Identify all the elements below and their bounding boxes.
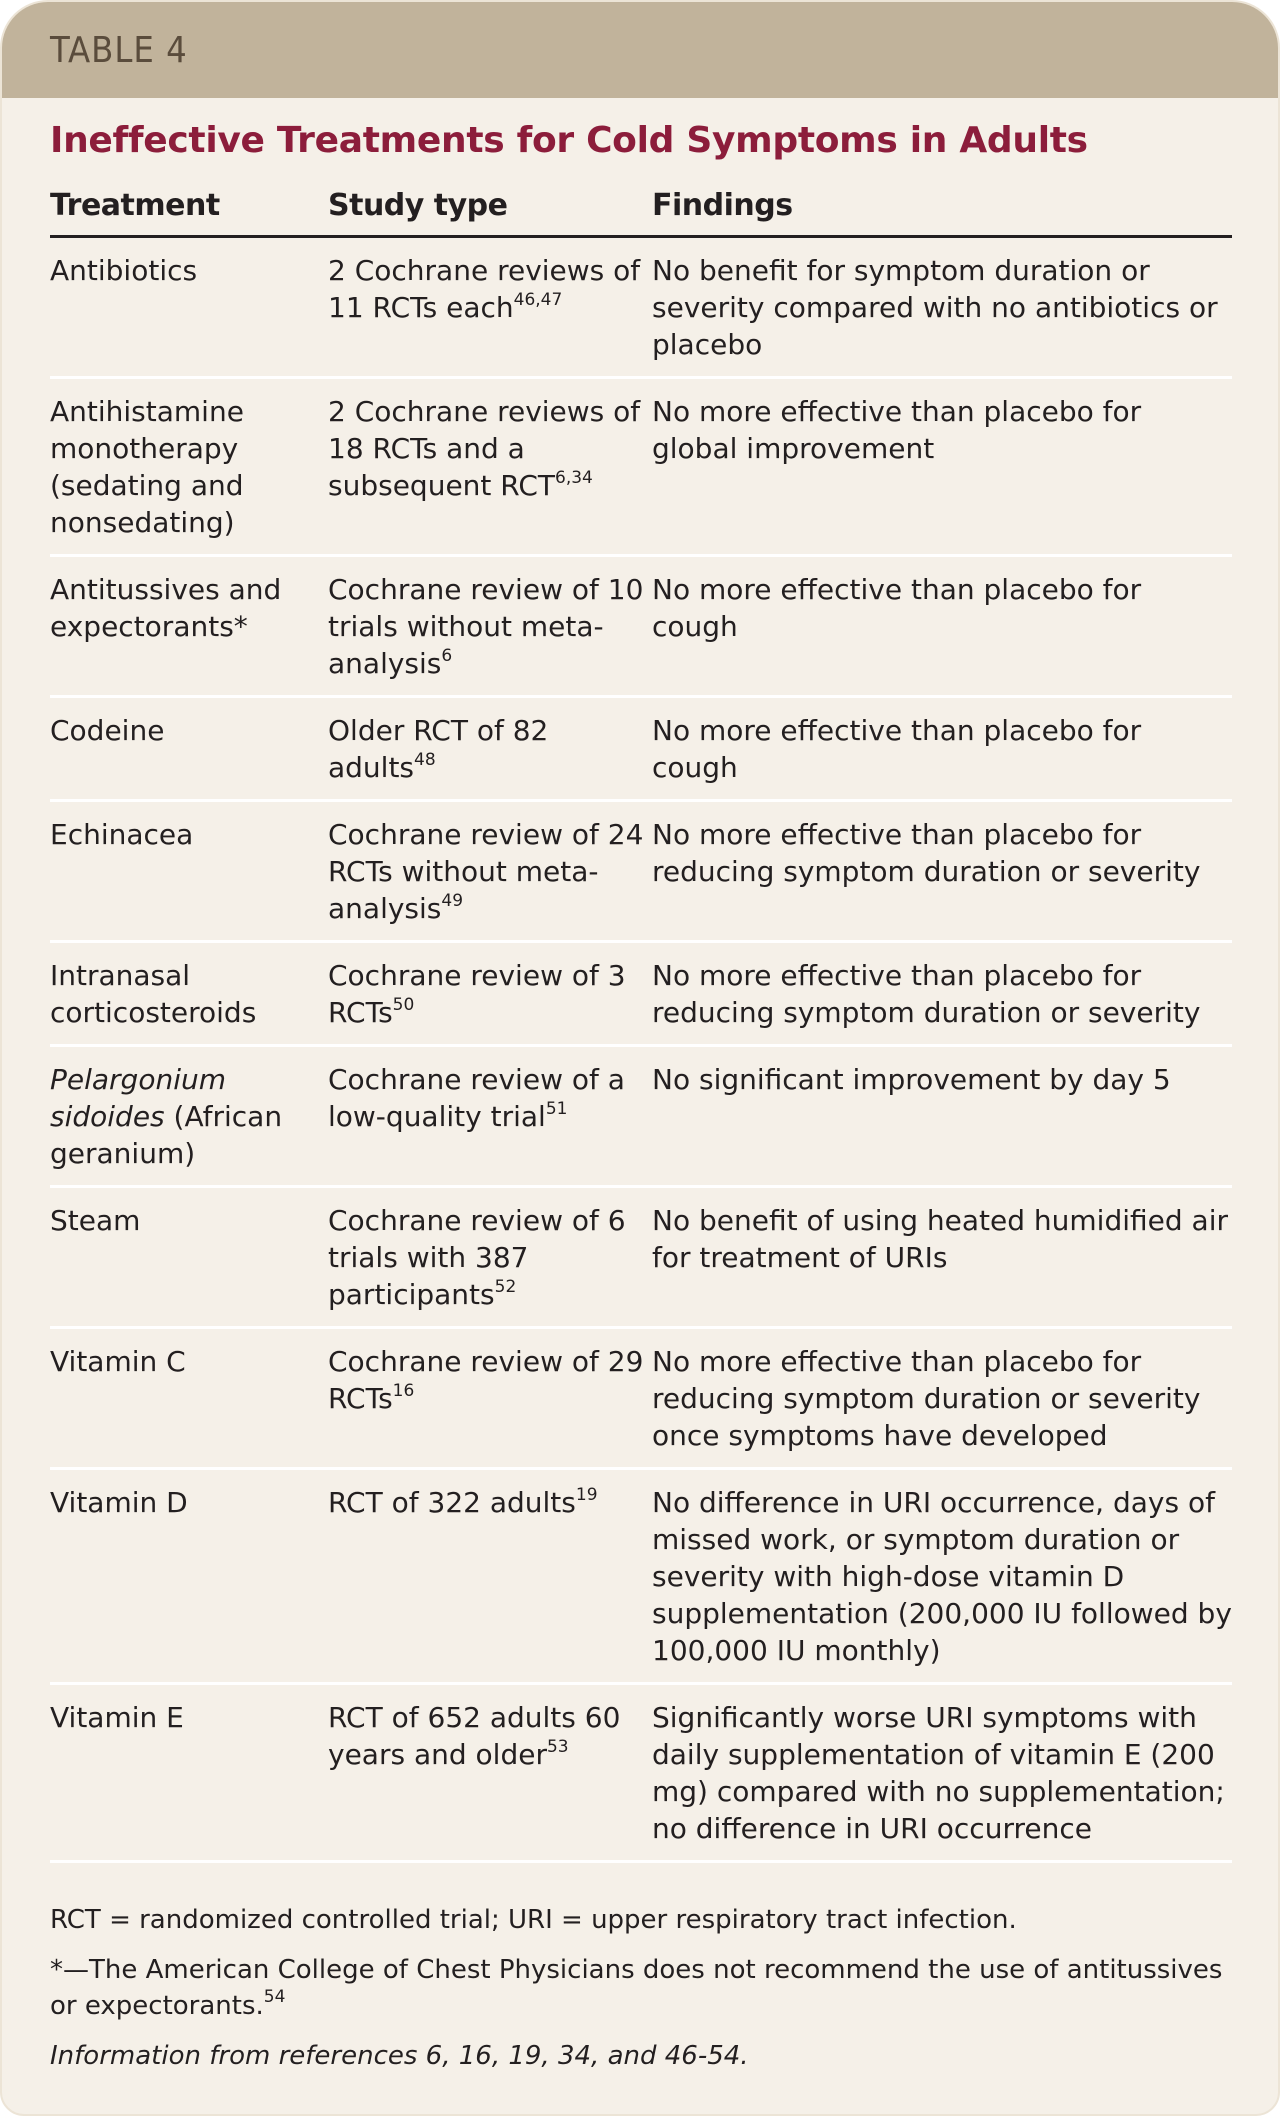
findings-cell: No significant improvement by day 5	[652, 1046, 1232, 1187]
study-type-cell	[328, 1469, 652, 1684]
table-notes	[50, 1902, 1240, 2088]
findings-cell: No more effective than placebo for global improvement	[652, 378, 1232, 556]
study-type-text: Older RCT of 82 adults	[328, 714, 549, 784]
findings-cell: No benefit of using heated humidified air for treatment of URIs	[652, 1187, 1232, 1328]
study-type-text: RCT of 652 adults 60 years and older	[328, 1701, 621, 1771]
footnote-ref: 54	[263, 1987, 286, 2008]
table-label-bar	[2, 2, 1278, 98]
treatment-name: Vitamin C	[50, 1345, 186, 1378]
treatment-name: Antibiotics	[50, 254, 198, 287]
table-row	[50, 1684, 1232, 1862]
footnote-text: *—The American College of Chest Physicians does not recommend the use of antitussives or expectorants.	[50, 1955, 1223, 2021]
treatment-name: Antitussives and expectorants*	[50, 573, 282, 643]
reference-superscript: 50	[392, 994, 415, 1015]
treatment-cell	[50, 237, 328, 378]
reference-superscript: 46,47	[513, 289, 563, 310]
source-note: Information from references 6, 16, 19, 34, and 46-54.	[50, 2041, 749, 2071]
column-header-treatment: Treatment	[50, 180, 328, 237]
treatment-name-italic: Pelargonium sidoides	[50, 1063, 227, 1133]
table-row	[50, 1328, 1232, 1469]
treatment-name: Vitamin E	[50, 1701, 184, 1734]
abbreviations-note: RCT = randomized controlled trial; URI = upper respiratory tract infection.	[50, 1905, 1017, 1935]
treatment-cell	[50, 1187, 328, 1328]
table-label: TABLE 4	[50, 29, 188, 71]
treatment-cell	[50, 801, 328, 942]
study-type-text: RCT of 322 adults	[328, 1486, 576, 1519]
study-type-cell	[328, 697, 652, 801]
findings-cell: No more effective than placebo for reducing symptom duration or severity once symptoms have developed	[652, 1328, 1232, 1469]
table-row	[50, 1469, 1232, 1684]
study-type-cell	[328, 1187, 652, 1328]
findings-cell: No more effective than placebo for reducing symptom duration or severity	[652, 801, 1232, 942]
study-type-text: Cochrane review of 24 RCTs without meta-analysis	[328, 818, 644, 925]
findings-cell: No more effective than placebo for reducing symptom duration or severity	[652, 942, 1232, 1046]
reference-superscript: 19	[575, 1484, 598, 1505]
study-type-text: 2 Cochrane reviews of 18 RCTs and a subsequent RCT	[328, 395, 641, 502]
footnote	[50, 1952, 1240, 2024]
treatment-name: Vitamin D	[50, 1486, 188, 1519]
table-row	[50, 1046, 1232, 1187]
study-type-cell	[328, 1328, 652, 1469]
table-row	[50, 556, 1232, 697]
treatment-cell	[50, 697, 328, 801]
treatment-name: Antihistamine monotherapy (sedating and nonsedating)	[50, 395, 244, 539]
study-type-cell	[328, 378, 652, 556]
treatment-cell	[50, 1046, 328, 1187]
treatment-name: (African geranium)	[50, 1100, 283, 1170]
findings-cell: No more effective than placebo for cough	[652, 697, 1232, 801]
table-row	[50, 1187, 1232, 1328]
study-type-cell	[328, 801, 652, 942]
reference-superscript: 6	[441, 645, 453, 666]
treatment-cell	[50, 378, 328, 556]
study-type-text: Cochrane review of 6 trials with 387 participants	[328, 1204, 626, 1311]
column-header-findings: Findings	[652, 180, 1232, 237]
findings-cell: No difference in URI occurrence, days of missed work, or symptom duration or severity with high-dose vitamin D supplementation (200,000 IU followed by 100,000 IU monthly)	[652, 1469, 1232, 1684]
reference-superscript: 52	[494, 1276, 517, 1297]
treatment-cell	[50, 1684, 328, 1862]
table-header-row	[50, 180, 1232, 237]
study-type-text: Cochrane review of 10 trials without meta-analysis	[328, 573, 644, 680]
reference-superscript: 53	[546, 1736, 569, 1757]
table-row	[50, 942, 1232, 1046]
treatments-table	[50, 180, 1232, 1863]
study-type-cell	[328, 1684, 652, 1862]
treatment-name: Codeine	[50, 714, 165, 747]
study-type-text: Cochrane review of 3 RCTs	[328, 959, 626, 1029]
reference-superscript: 48	[414, 749, 436, 770]
findings-cell: No more effective than placebo for cough	[652, 556, 1232, 697]
table-title: Ineffective Treatments for Cold Symptoms in Adults	[50, 120, 1088, 161]
treatment-name: Steam	[50, 1204, 141, 1237]
reference-superscript: 6,34	[555, 467, 593, 488]
study-type-cell	[328, 942, 652, 1046]
study-type-text: Cochrane review of a low-quality trial	[328, 1063, 625, 1133]
reference-superscript: 16	[392, 1380, 415, 1401]
study-type-cell	[328, 237, 652, 378]
table-row	[50, 801, 1232, 942]
table-row	[50, 237, 1232, 378]
table-row	[50, 378, 1232, 556]
table-row	[50, 697, 1232, 801]
reference-superscript: 51	[545, 1098, 568, 1119]
treatment-cell	[50, 1469, 328, 1684]
study-type-text: Cochrane review of 29 RCTs	[328, 1345, 644, 1415]
treatment-cell	[50, 1328, 328, 1469]
column-header-study-type: Study type	[328, 180, 652, 237]
treatment-name: Intranasal corticosteroids	[50, 959, 257, 1029]
treatment-cell	[50, 556, 328, 697]
study-type-cell	[328, 556, 652, 697]
treatment-cell	[50, 942, 328, 1046]
findings-cell: No benefit for symptom duration or severity compared with no antibiotics or placebo	[652, 237, 1232, 378]
study-type-text: 2 Cochrane reviews of 11 RCTs each	[328, 254, 641, 324]
study-type-cell	[328, 1046, 652, 1187]
findings-cell: Significantly worse URI symptoms with daily supplementation of vitamin E (200 mg) compared with no supplementation; no difference in URI occurrence	[652, 1684, 1232, 1862]
treatment-name: Echinacea	[50, 818, 194, 851]
reference-superscript: 49	[441, 890, 464, 911]
